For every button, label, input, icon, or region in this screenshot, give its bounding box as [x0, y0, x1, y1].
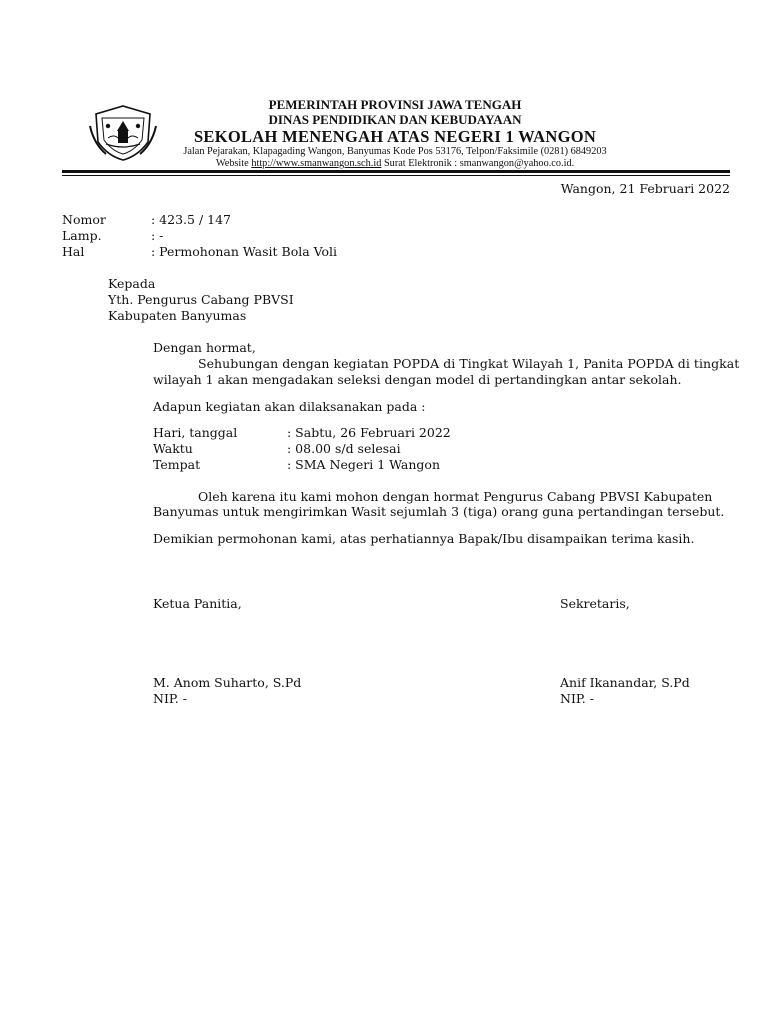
paragraph4: Demikian permohonan kami, atas perhatiannya Bapak/Ibu disampaikan terima kasih.: [153, 531, 695, 546]
letterhead-rule-thick: [62, 170, 730, 173]
salutation: Dengan hormat,: [153, 340, 256, 355]
meta-label-hal: Hal: [62, 244, 85, 259]
letter-date: Wangon, 21 Februari 2022: [560, 181, 730, 196]
recipient-line1: Kepada: [108, 276, 156, 291]
signature-right-title: Sekretaris,: [560, 596, 630, 611]
paragraph3-line1: Oleh karena itu kami mohon dengan hormat Pengurus Cabang PBVSI Kabupaten: [198, 489, 713, 504]
signature-left-nip: NIP. -: [153, 691, 187, 706]
school-name: SEKOLAH MENENGAH ATAS NEGERI 1 WANGON: [193, 127, 597, 146]
signature-right-nip: NIP. -: [560, 691, 594, 706]
letterhead-rule-thin: [62, 175, 730, 176]
meta-label-lamp: Lamp.: [62, 228, 102, 243]
event-label-day: Hari, tanggal: [153, 425, 238, 440]
event-value-time: : 08.00 s/d selesai: [287, 441, 401, 456]
signature-left-name: M. Anom Suharto, S.Pd: [153, 675, 302, 690]
event-label-time: Waktu: [153, 441, 193, 456]
paragraph2: Adapun kegiatan akan dilaksanakan pada :: [153, 399, 426, 414]
signature-right-name: Anif Ikanandar, S.Pd: [560, 675, 690, 690]
meta-label-nomor: Nomor: [62, 212, 106, 227]
event-value-day: : Sabtu, 26 Februari 2022: [287, 425, 451, 440]
school-address: Jalan Pejarakan, Klapagading Wangon, Banyumas Kode Pos 53176, Telpon/Faksimile (0281) 6849203: [183, 146, 607, 157]
website-link[interactable]: http://www.smanwangon.sch.id: [251, 158, 382, 169]
event-label-place: Tempat: [153, 457, 201, 472]
website-label: Website: [215, 158, 249, 169]
paragraph1-line1: Sehubungan dengan kegiatan POPDA di Tingkat Wilayah 1, Panita POPDA di tingkat: [198, 356, 740, 371]
meta-value-nomor: : 423.5 / 147: [151, 212, 231, 227]
recipient-line2: Yth. Pengurus Cabang PBVSI: [108, 292, 294, 307]
paragraph3-line2: Banyumas untuk mengirimkan Wasit sejumlah 3 (tiga) orang guna pertandingan tersebut.: [153, 504, 725, 519]
signature-left-title: Ketua Panitia,: [153, 596, 242, 611]
event-value-place: : SMA Negeri 1 Wangon: [287, 457, 440, 472]
recipient-line3: Kabupaten Banyumas: [108, 308, 247, 323]
contact-line: [160, 158, 630, 169]
provincial-emblem-logo: [88, 104, 158, 162]
letterhead-line1: PEMERINTAH PROVINSI JAWA TENGAH: [268, 97, 522, 112]
meta-value-lamp: : -: [151, 228, 164, 243]
paragraph1-line2: wilayah 1 akan mengadakan seleksi dengan model di pertandingkan antar sekolah.: [153, 372, 682, 387]
email-label: Surat Elektronik :: [383, 158, 458, 169]
letterhead-line2: DINAS PENDIDIKAN DAN KEBUDAYAAN: [268, 112, 522, 127]
email-address: smanwangon@yahoo.co.id.: [459, 158, 575, 169]
meta-value-hal: : Permohonan Wasit Bola Voli: [151, 244, 338, 259]
